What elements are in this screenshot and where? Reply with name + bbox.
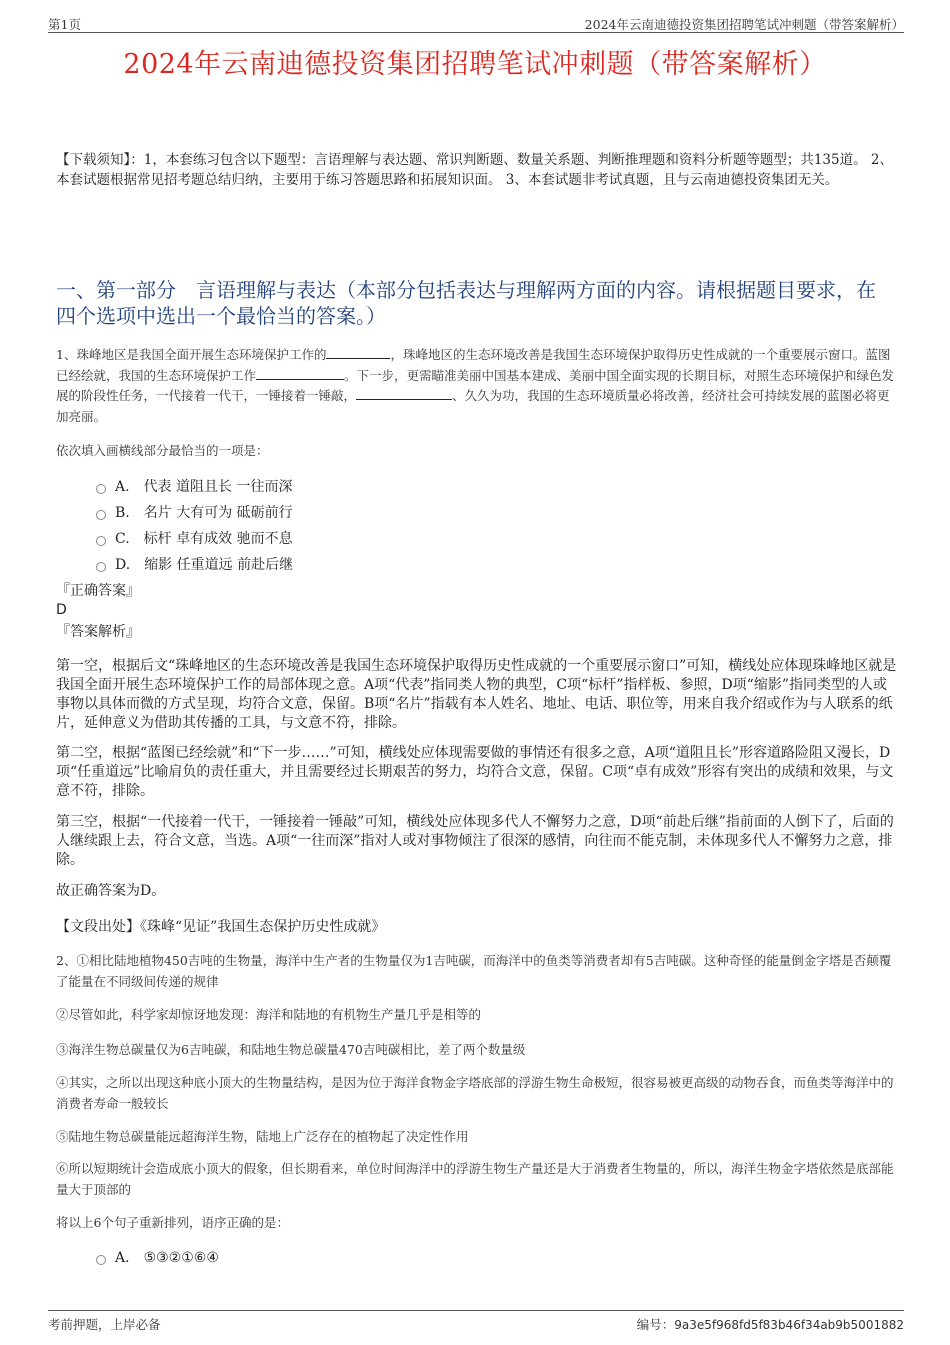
page-header [48,14,904,33]
question-1-prompt: 依次填入画横线部分最恰当的一项是： [56,443,269,458]
option-c[interactable] [96,528,293,548]
option-a[interactable] [96,1250,219,1266]
question-2-sentence: ⑤陆地生物总碳量能远超海洋生物，陆地上广泛存在的植物起了决定性作用 [56,1129,469,1144]
analysis-paragraph: 第二空，根据“蓝图已经绘就”和“下一步……”可知，横线处应体现需要做的事情还有很多之意，A项“道阻且长”形容道路险阻又漫长，D项“任重道远”比喻肩负的责任重大，并且需要经过长期艰苦的努力，均符合文意，保留。C项“卓有成效”形容有突出的成绩和效果，与文意不符，排除。 [56,745,894,799]
document-id-value: 9a3e5f968fd5f83b46f34ab9b5001882 [674,1318,904,1332]
analysis-paragraph: 第一空，根据后文“珠峰地区的生态环境改善是我国生态环境保护取得历史性成就的一个重要展示窗口”可知，横线处应体现珠峰地区就是我国全面开展生态环境保护工作的局部体现之意。A项“代表”指同类人物的典型，C项“标杆”指样板、参照，D项“缩影”指同类型的人或事物以具体而微的方式呈现，均符合文意，保留。B项“名片”指载有本人姓名、地址、电话、职位等，用来自我介绍或作为与人联系的纸片，延伸意义为借助其传播的工具，与文意不符，排除。 [56,658,897,731]
option-a[interactable] [96,476,292,496]
option-b[interactable] [96,502,293,522]
question-2-sentence: ④其实，之所以出现这种底小顶大的生物量结构，是因为位于海洋食物金字塔底部的浮游生物生命极短，很容易被更高级的动物吞食，而鱼类等海洋中的消费者寿命一般较长 [56,1075,894,1111]
document-id-label: 编号： [636,1317,675,1332]
analysis-paragraph: 第三空，根据“一代接着一代干，一锤接着一锤敲”可知，横线处应体现多代人不懈努力之意，D项“前赴后继”指前面的人倒下了，后面的人继续跟上去，符合文意，当选。A项“一往而深”指对人或对事物倾注了很深的感情，向往而不能克制，未体现多代人不懈努力之意，排除。 [56,814,894,868]
option-key: D. [115,557,131,573]
page-number: 第1页 [48,17,81,32]
option-key: B. [115,505,130,521]
answer-blank-2 [256,367,344,380]
question-2-sentence: ③海洋生物总碳量仅为6吉吨碳，和陆地生物总碳量470吉吨碳相比，差了两个数量级 [56,1042,526,1057]
section-heading: 一、第一部分 言语理解与表达（本部分包括表达与理解两方面的内容。请根据题目要求，在四个选项中选出一个最恰当的答案。） [56,278,876,328]
option-key: A. [115,479,130,495]
running-title: 2024年云南迪德投资集团招聘笔试冲刺题（带答案解析） [584,17,904,32]
download-notice: 【下载须知】：1，本套练习包含以下题型：言语理解与表达题、常识判断题、数量关系题、判断推理题和资料分析题等题型；共135道。 2、本套试题根据常见招考题总结归纳，主要用于练习答题思路和拓展知识面。 3、本套试题非考试真题，且与云南迪德投资集团无关。 [56,152,893,188]
option-text: 缩影 任重道远 前赴后继 [144,557,294,573]
question-2-sentence: 2、①相比陆地植物450吉吨的生物量，海洋中生产者的生物量仅为1吉吨碳，而海洋中的鱼类等消费者却有5吉吨碳。这种奇怪的能量倒金字塔是否颠覆了能量在不同级间传递的规律 [56,953,892,989]
answer-label: 『正确答案』 [56,583,140,599]
radio-icon[interactable] [96,1255,106,1265]
question-2-sentence: ②尽管如此，科学家却惊讶地发现：海洋和陆地的有机物生产量几乎是相等的 [56,1007,482,1022]
answer-blank-1 [326,346,390,359]
question-1-text: 1、珠峰地区是我国全面开展生态环境保护工作的 [56,347,327,362]
question-1-text: 。下一步，更需瞄准美丽中国基本建成、美丽中国全面实现的长期目标，对照生态环境保护和绿色发展的阶段性任务，一代接着一代干，一锤接着一锤敲， [56,367,895,403]
option-text: 代表 道阻且长 一往而深 [143,479,293,495]
question-2-sentence: ⑥所以短期统计会造成底小顶大的假象，但长期看来，单位时间海洋中的浮游生物生产量还是大于消费者生物量的，所以，海洋生物金字塔依然是底部能量大于顶部的 [56,1161,894,1197]
footer-slogan: 考前押题，上岸必备 [48,1317,161,1332]
analysis-label: 『答案解析』 [56,624,140,640]
answer-blank-3 [356,387,452,400]
option-text: 标杆 卓有成效 驰而不息 [143,531,293,547]
radio-icon[interactable] [96,536,106,546]
analysis-conclusion: 故正确答案为D。 [56,883,166,899]
option-d[interactable] [96,554,293,574]
option-key: C. [115,531,130,547]
source-citation: 【文段出处】《珠峰“见证”我国生态保护历史性成就》 [56,919,386,935]
option-key: A. [115,1250,130,1266]
answer-value: D [56,602,67,618]
option-text: 名片 大有可为 砥砺前行 [143,505,293,521]
question-2-prompt: 将以上6个句子重新排列，语序正确的是： [56,1215,289,1230]
radio-icon[interactable] [96,562,106,572]
radio-icon[interactable] [96,484,106,494]
document-id [637,1315,904,1333]
question-1-text: ，珠峰地区的生态环境改善是我国生态环境保护取得历史性成就的一个重要展示窗口。蓝图已经绘就，我国的生态环境保护工作 [56,347,891,383]
option-text: ⑤③②①⑥④ [143,1250,219,1266]
question-1-text: 、久久为功，我国的生态环境质量必将改善，经济社会可持续发展的蓝图必将更加亮丽。 [56,388,890,424]
page-footer [48,1310,904,1332]
radio-icon[interactable] [96,510,106,520]
document-title: 2024年云南迪德投资集团招聘笔试冲刺题（带答案解析） [123,49,827,80]
question-1-stem [56,345,898,427]
